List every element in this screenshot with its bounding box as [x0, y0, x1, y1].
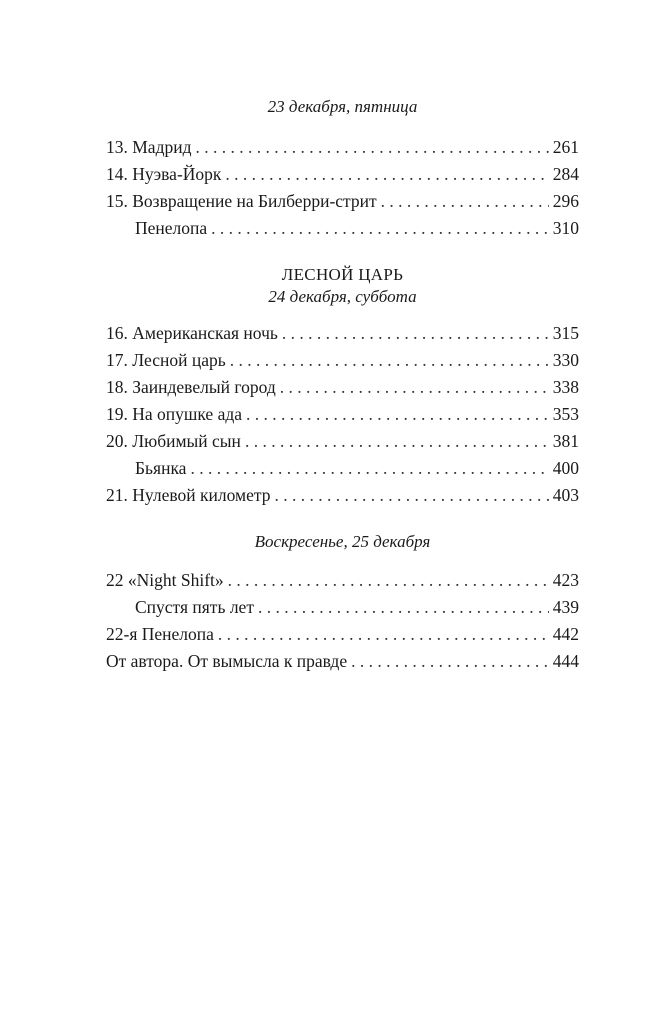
toc-section-dec-24: [106, 264, 579, 509]
toc-entry[interactable]: [106, 482, 579, 509]
leader-dots: [190, 455, 548, 482]
toc-entry[interactable]: [106, 161, 579, 188]
entry-title: 15. Возвращение на Билберри-стрит: [106, 191, 377, 211]
toc-entry[interactable]: [106, 215, 579, 242]
entry-page-number: 338: [552, 377, 579, 397]
leader-dots: [280, 374, 549, 401]
entry-title: Бьянка: [135, 458, 187, 478]
section-date-heading: Воскресенье, 25 декабря: [254, 532, 431, 551]
toc-section-dec-23: [106, 96, 579, 242]
leader-dots: [225, 161, 548, 188]
entry-title: 20. Любимый сын: [106, 431, 241, 451]
leader-dots: [274, 482, 548, 509]
entry-title: 18. Заиндевелый город: [106, 377, 276, 397]
entry-title: 22-я Пенелопа: [106, 624, 214, 644]
toc-entry[interactable]: [106, 134, 579, 161]
section-date-heading: 24 декабря, суббота: [268, 287, 417, 306]
toc-entry[interactable]: [106, 567, 579, 594]
toc-section-dec-25: [106, 531, 579, 675]
toc-entry[interactable]: [106, 648, 579, 675]
toc-entry[interactable]: [106, 374, 579, 401]
entry-page-number: 403: [552, 485, 579, 505]
entry-title: От автора. От вымысла к правде: [106, 651, 348, 671]
toc-entry[interactable]: [106, 428, 579, 455]
leader-dots: [228, 567, 549, 594]
section-date-heading: 23 декабря, пятница: [267, 97, 418, 116]
leader-dots: [211, 215, 549, 242]
leader-dots: [230, 347, 549, 374]
toc-entry[interactable]: [106, 621, 579, 648]
entry-page-number: 439: [552, 597, 579, 617]
table-of-contents: [106, 96, 579, 675]
entry-title: 19. На опушке ада: [106, 404, 243, 424]
entry-title: 16. Американская ночь: [106, 323, 278, 343]
entry-title: Пенелопа: [135, 218, 208, 238]
entry-page-number: 423: [552, 570, 579, 590]
leader-dots: [282, 320, 549, 347]
toc-entry[interactable]: [106, 455, 579, 482]
entry-page-number: 353: [552, 404, 579, 424]
leader-dots: [258, 594, 549, 621]
leader-dots: [351, 648, 549, 675]
toc-entry[interactable]: [106, 188, 579, 215]
entry-page-number: 330: [552, 350, 579, 370]
toc-entry[interactable]: [106, 320, 579, 347]
entry-page-number: 296: [552, 191, 579, 211]
leader-dots: [381, 188, 549, 215]
toc-entry[interactable]: [106, 594, 579, 621]
entry-page-number: 310: [552, 218, 579, 238]
entry-page-number: 442: [552, 624, 579, 644]
leader-dots: [196, 134, 549, 161]
leader-dots: [245, 428, 549, 455]
entry-title: 21. Нулевой километр: [106, 485, 271, 505]
part-title-heading: ЛЕСНОЙ ЦАРЬ: [281, 265, 404, 284]
entry-title: 22 «Night Shift»: [106, 570, 224, 590]
entry-title: 17. Лесной царь: [106, 350, 226, 370]
entry-title: 13. Мадрид: [106, 137, 192, 157]
entry-page-number: 284: [552, 164, 579, 184]
entry-page-number: 400: [552, 458, 579, 478]
entry-page-number: 315: [552, 323, 579, 343]
entry-title: Спустя пять лет: [135, 597, 254, 617]
entry-title: 14. Нуэва-Йорк: [106, 164, 222, 184]
leader-dots: [246, 401, 549, 428]
leader-dots: [218, 621, 549, 648]
toc-entry[interactable]: [106, 401, 579, 428]
entry-page-number: 444: [552, 651, 579, 671]
entry-page-number: 261: [552, 137, 579, 157]
toc-entry[interactable]: [106, 347, 579, 374]
entry-page-number: 381: [552, 431, 579, 451]
